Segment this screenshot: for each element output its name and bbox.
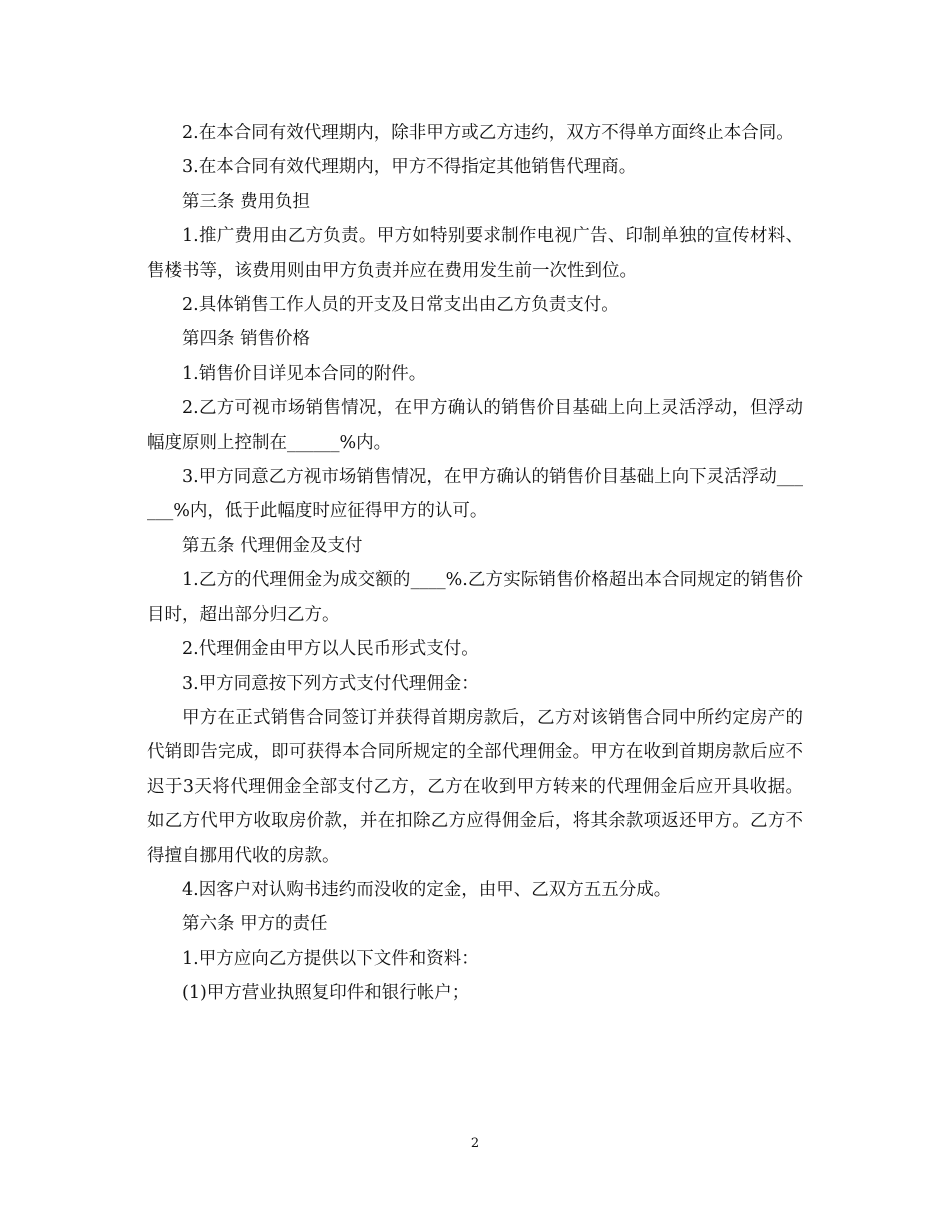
section-heading: 第六条 甲方的责任 (182, 914, 328, 935)
paragraph: 4.因客户对认购书违约而没收的定金，由甲、乙双方五五分成。 (182, 879, 672, 900)
paragraph: 1.乙方的代理佣金为成交额的____%.乙方实际销售价格超出本合同规定的销售价目时，超出部分归乙方。 (147, 570, 803, 625)
paragraph: 3.在本合同有效代理期内，甲方不得指定其他销售代理商。 (182, 157, 637, 178)
paragraph: 1.推广费用由乙方负责。甲方如特别要求制作电视广告、印制单独的宣传材料、售楼书等，该费用则由甲方负责并应在费用发生前一次性到位。 (147, 226, 803, 281)
paragraph: 2.具体销售工作人员的开支及日常支出由乙方负责支付。 (182, 295, 619, 316)
paragraph: 2.乙方可视市场销售情况，在甲方确认的销售价目基础上向上灵活浮动，但浮动幅度原则上控制在______%内。 (147, 398, 803, 453)
section-heading: 第四条 销售价格 (182, 329, 311, 350)
paragraph: 1.销售价目详见本合同的附件。 (182, 363, 427, 384)
paragraph: 甲方在正式销售合同签订并获得首期房款后，乙方对该销售合同中所约定房产的代销即告完成，即可获得本合同所规定的全部代理佣金。甲方在收到首期房款后应不迟于3天将代理佣金全部支付乙方，乙方在收到甲方转来的代理佣金后应开具收据。如乙方代甲方收取房价款，并在扣除乙方应得佣金后，将其余款项返还甲方。乙方不得擅自挪用代收的房款。 (147, 707, 803, 866)
paragraph: (1)甲方营业执照复印件和银行帐户； (182, 983, 470, 1004)
section-heading: 第三条 费用负担 (182, 191, 311, 212)
document-body (147, 116, 803, 1011)
paragraph: 3.甲方同意按下列方式支付代理佣金： (182, 673, 479, 694)
page-number: 2 (470, 1136, 480, 1151)
paragraph: 1.甲方应向乙方提供以下文件和资料： (182, 948, 479, 969)
paragraph: 2.代理佣金由甲方以人民币形式支付。 (182, 639, 479, 660)
paragraph: 3.甲方同意乙方视市场销售情况，在甲方确认的销售价目基础上向下灵活浮动______%内，低于此幅度时应征得甲方的认可。 (147, 467, 803, 522)
section-heading: 第五条 代理佣金及支付 (182, 535, 363, 556)
paragraph: 2.在本合同有效代理期内，除非甲方或乙方违约，双方不得单方面终止本合同。 (182, 123, 794, 143)
